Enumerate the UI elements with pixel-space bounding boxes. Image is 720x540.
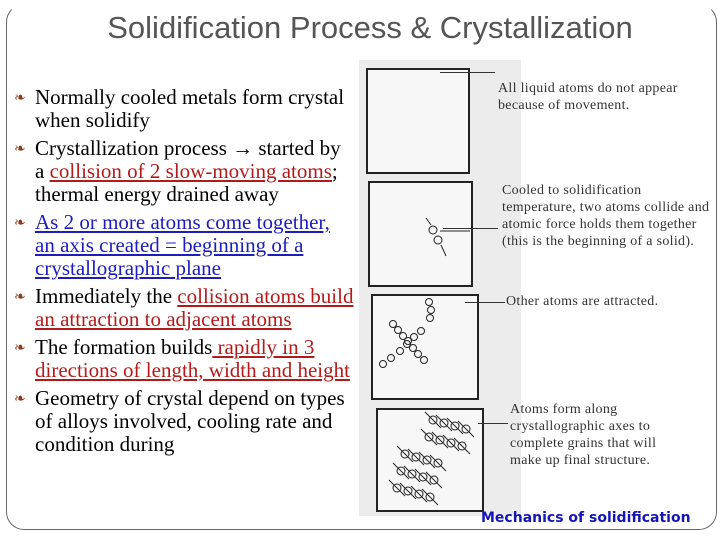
bullet-icon: ❧ <box>14 290 26 305</box>
bullet-text: Crystallization process → started by a <box>35 136 341 183</box>
stage-attraction-box <box>371 294 479 400</box>
axis-mark <box>411 486 427 502</box>
highlight-link[interactable]: As 2 or more atoms come together, an axis created = beginning of a crystallographic plane <box>35 210 330 280</box>
axis-mark <box>443 435 459 451</box>
axis-mark <box>422 489 438 505</box>
stage-grains-box <box>376 408 484 512</box>
bullet-item <box>14 86 354 132</box>
stage-collision-box <box>368 181 473 287</box>
axis-mark <box>393 463 409 479</box>
pointer-arrow <box>440 72 495 73</box>
bullet-item <box>14 137 354 206</box>
caption-attraction: Other atoms are attracted. <box>506 294 659 309</box>
bullet-text: The formation builds <box>35 335 213 359</box>
crystal-grains-icon <box>378 410 482 510</box>
bullet-icon: ❧ <box>14 216 26 231</box>
bullet-text: ; thermal energy drained away <box>35 159 338 206</box>
bullet-icon: ❧ <box>14 142 26 157</box>
bullet-text: Geometry of crystal depend on types of alloys involved, cooling rate and condition during <box>35 386 345 456</box>
bullet-item <box>14 285 354 331</box>
pointer-arrow <box>443 228 498 229</box>
bullet-icon: ❧ <box>14 91 26 106</box>
highlight-link[interactable]: collision atoms build an attraction to adjacent atoms <box>35 284 354 331</box>
caption-collision: Cooled to solidification temperature, two atoms collide and atomic force holds them together (this is the beginning of a solid). <box>502 183 710 249</box>
axis-mark <box>454 438 470 454</box>
highlight-link[interactable]: collision of 2 slow-moving atoms <box>49 159 332 183</box>
bullet-item <box>14 336 354 382</box>
axis-mark <box>436 415 452 431</box>
bullet-list <box>14 86 354 461</box>
bullet-text: Normally cooled metals form crystal when solidify <box>35 85 345 132</box>
bullet-icon: ❧ <box>14 341 26 356</box>
bullet-text: Immediately the <box>35 284 178 308</box>
pointer-arrow <box>465 302 505 303</box>
bullet-item <box>14 387 354 456</box>
axis-mark <box>408 449 424 465</box>
axis-mark <box>415 469 431 485</box>
axis-mark <box>426 472 442 488</box>
axis-mark <box>458 421 474 437</box>
slide-title: Solidification Process & Crystallization <box>107 10 633 45</box>
atom-axes-icon <box>373 296 477 398</box>
axis-mark <box>425 412 441 428</box>
bullet-item <box>14 211 354 280</box>
axis-mark <box>389 480 405 496</box>
figure-label: Mechanics of solidification <box>481 510 691 526</box>
highlight-link[interactable]: rapidly in 3 directions of length, width and height <box>35 335 350 382</box>
axis-mark <box>404 466 420 482</box>
caption-grains: Atoms form along crystallographic axes to complete grains that will make up final structure. <box>510 402 657 468</box>
axis-mark <box>421 429 437 445</box>
axis-mark <box>400 483 416 499</box>
atom-pair-icon <box>370 183 471 285</box>
axis-mark <box>432 432 448 448</box>
axis-mark <box>419 452 435 468</box>
pointer-arrow <box>478 423 508 424</box>
axis-mark <box>430 455 446 471</box>
axis-mark <box>447 418 463 434</box>
axis-mark <box>397 446 413 462</box>
bullet-icon: ❧ <box>14 392 26 407</box>
caption-liquid: All liquid atoms do not appear because of movement. <box>498 81 678 113</box>
stage-liquid-box <box>366 68 470 174</box>
